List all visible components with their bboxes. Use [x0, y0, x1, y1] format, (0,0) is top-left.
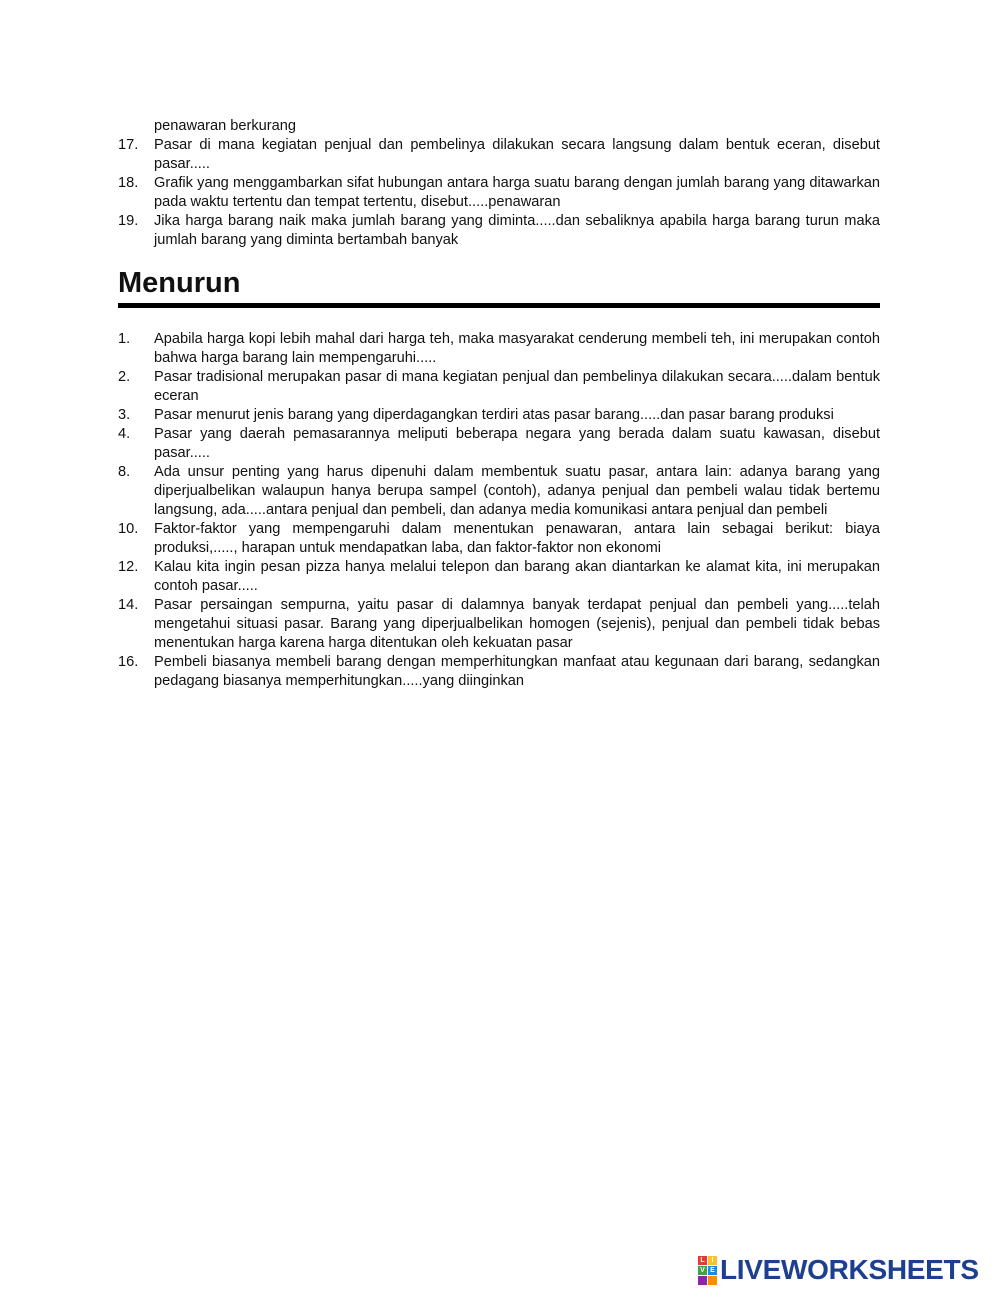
item-number: 16.: [118, 654, 139, 670]
item-number: 17.: [118, 137, 139, 153]
item-text: Kalau kita ingin pesan pizza hanya melalui telepon dan barang akan diantarkan ke alamat kita, ini merupakan contoh pasar.....: [154, 559, 880, 594]
item-number: 2.: [118, 369, 131, 385]
item-text: Jika harga barang naik maka jumlah barang yang diminta.....dan sebaliknya apabila harga barang turun maka jumlah barang yang diminta bertambah banyak: [154, 213, 880, 248]
logo-text: LIVEWORKSHEETS: [720, 1254, 979, 1285]
list-item: [118, 368, 880, 406]
item-text: Faktor-faktor yang mempengaruhi dalam menentukan penawaran, antara lain sebagai berikut: biaya produksi,....., harapan untuk mendapatkan laba, dan faktor-faktor non ekonomi: [154, 521, 880, 556]
item-text: Pasar yang daerah pemasarannya meliputi beberapa negara yang berada dalam suatu kawasan, disebut pasar.....: [154, 426, 880, 461]
item-number: 14.: [118, 597, 139, 613]
item-number: 10.: [118, 521, 139, 537]
item-text: Apabila harga kopi lebih mahal dari harga teh, maka masyarakat cenderung membeli teh, ini merupakan contoh bahwa harga barang lain mempengaruhi.....: [154, 331, 880, 366]
list-item: [118, 520, 880, 558]
top-list: [118, 136, 880, 250]
item-text: Pembeli biasanya membeli barang dengan memperhitungkan manfaat atau kegunaan dari barang, sedangkan pedagang biasanya memperhitungkan.....yang diinginkan: [154, 654, 880, 689]
list-item: [118, 425, 880, 463]
list-item: [118, 406, 880, 425]
list-item: [118, 330, 880, 368]
list-item: [118, 653, 880, 691]
item-number: 18.: [118, 175, 139, 191]
item-number: 3.: [118, 407, 131, 423]
liveworksheets-logo[interactable]: [698, 1254, 979, 1286]
item-text: Pasar persaingan sempurna, yaitu pasar di dalamnya banyak terdapat penjual dan pembeli yang.....telah mengetahui situasi pasar. Barang yang diperjualbelikan homogen (sejenis), penjual dan pembeli tidak bebas menentukan harga karena harga ditentukan oleh kekuatan pasar: [154, 597, 880, 651]
menurun-list: [118, 330, 880, 691]
item-number: 4.: [118, 426, 131, 442]
list-item: [118, 174, 880, 212]
list-item: [118, 136, 880, 174]
item-number: 12.: [118, 559, 139, 575]
logo-mark-cell: E: [708, 1266, 717, 1275]
logo-mark-cell: [708, 1276, 717, 1285]
list-item: [118, 596, 880, 653]
logo-mark-cell: I: [708, 1256, 717, 1265]
item-text: Pasar menurut jenis barang yang diperdagangkan terdiri atas pasar barang.....dan pasar barang produksi: [154, 407, 834, 423]
list-item: [118, 212, 880, 250]
list-item: [118, 558, 880, 596]
list-item: [118, 463, 880, 520]
item-number: 1.: [118, 331, 131, 347]
section-heading-menurun: Menurun: [118, 266, 880, 308]
item-text: Grafik yang menggambarkan sifat hubungan antara harga suatu barang dengan jumlah barang yang ditawarkan pada waktu tertentu dan tempat tertentu, disebut.....penawaran: [154, 175, 880, 210]
logo-mark-cell: V: [698, 1266, 707, 1275]
continuation-text: penawaran berkurang: [154, 118, 296, 134]
item-text: Ada unsur penting yang harus dipenuhi dalam membentuk suatu pasar, antara lain: adanya barang yang diperjualbelikan walaupun hanya berupa sampel (contoh), adanya penjual dan pembeli walau tidak bertemu langsung, ada.....antara penjual dan pembeli, dan adanya media komunikasi antara penjual dan pembeli: [154, 464, 880, 518]
item-text: Pasar tradisional merupakan pasar di mana kegiatan penjual dan pembelinya dilakukan secara.....dalam bentuk eceran: [154, 369, 880, 404]
logo-mark-cell: [698, 1276, 707, 1285]
logo-mark-cell: L: [698, 1256, 707, 1265]
worksheet-page: [118, 117, 880, 691]
item-number: 8.: [118, 464, 131, 480]
item-number: 19.: [118, 213, 139, 229]
logo-mark-icon: [698, 1256, 717, 1285]
item-text: Pasar di mana kegiatan penjual dan pembelinya dilakukan secara langsung dalam bentuk eceran, disebut pasar.....: [154, 137, 880, 172]
